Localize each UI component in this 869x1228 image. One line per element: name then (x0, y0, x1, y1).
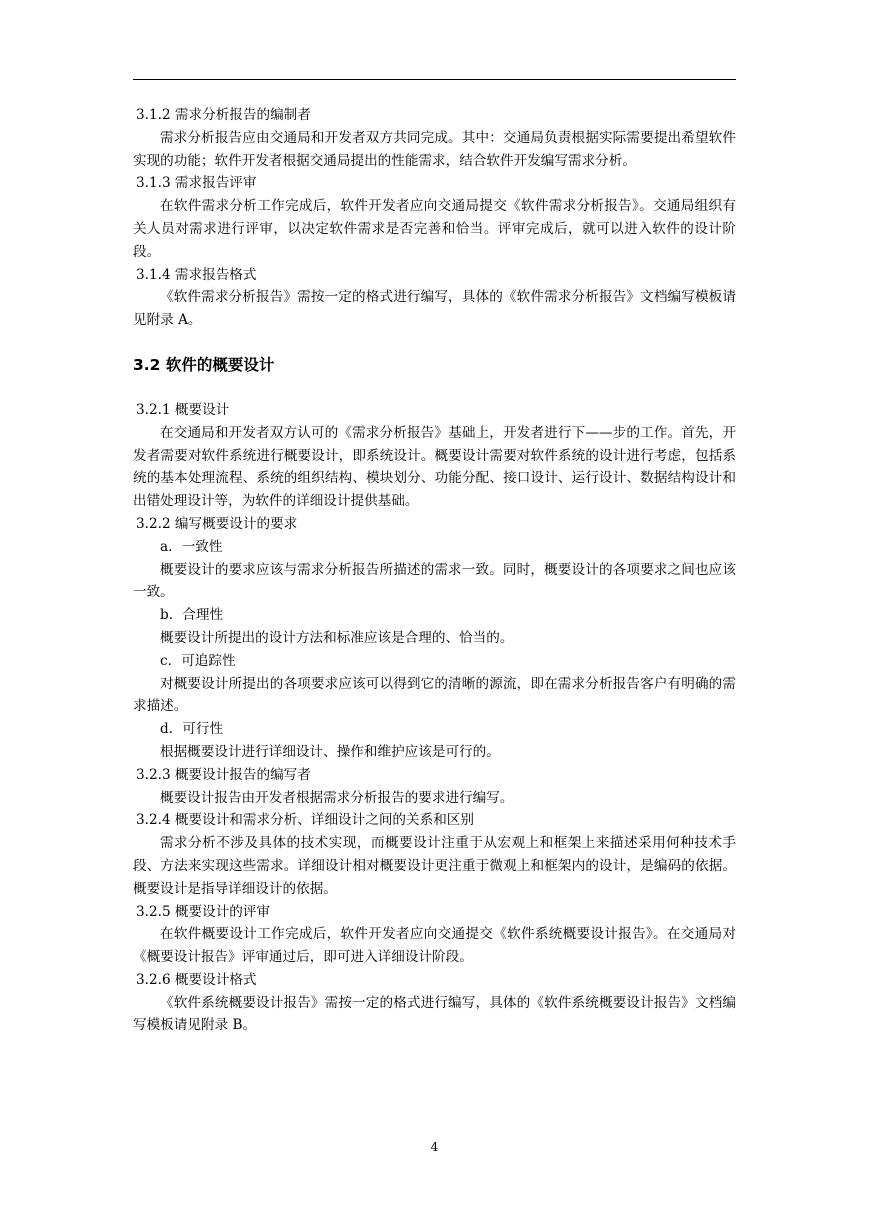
paragraph: 对概要设计所提出的各项要求应该可以得到它的清晰的源流，即在需求分析报告客户有明确的需求描述。 (133, 675, 736, 715)
paragraph: 概要设计所提出的设计方法和标准应该是合理的、恰当的。 (160, 629, 514, 646)
list-item: d．可行性 (160, 721, 224, 738)
subsection-heading: 3.2.4 概要设计和需求分析、详细设计之间的关系和区别 (136, 812, 474, 829)
subsection-heading: 3.2.5 概要设计的评审 (136, 903, 271, 920)
subsection-heading: 3.2.1 概要设计 (136, 401, 230, 418)
subsection-heading: 3.2.6 概要设计格式 (136, 971, 257, 988)
list-item: a．一致性 (160, 538, 223, 555)
subsection-heading: 3.1.3 需求报告评审 (136, 175, 257, 192)
page-number: 4 (430, 1140, 439, 1154)
paragraph: 在交通局和开发者双方认可的《需求分析报告》基础上，开发者进行下——步的工作。首先，开发者需要对软件系统进行概要设计，即系统设计。概要设计需要对软件系统的设计进行考虑，包括系统的基本处理流程、系统的组织结构、模块划分、功能分配、接口设计、运行设计、数据结构设计和出错处理设计等，为软件的详细设计提供基础。 (133, 424, 736, 510)
paragraph: 概要设计的要求应该与需求分析报告所描述的需求一致。同时，概要设计的各项要求之间也应该一致。 (133, 561, 736, 601)
header-rule (133, 79, 736, 80)
list-item: c．可追踪性 (160, 652, 236, 669)
paragraph: 概要设计报告由开发者根据需求分析报告的要求进行编写。 (160, 789, 514, 806)
paragraph: 根据概要设计进行详细设计、操作和维护应该是可行的。 (160, 743, 500, 760)
paragraph: 在软件概要设计工作完成后，软件开发者应向交通提交《软件系统概要设计报告》。在交通局对《概要设计报告》评审通过后，即可进入详细设计阶段。 (133, 926, 736, 966)
section-heading: 3.2 软件的概要设计 (133, 355, 275, 374)
paragraph: 需求分析不涉及具体的技术实现，而概要设计注重于从宏观上和框架上来描述采用何种技术手段、方法来实现这些需求。详细设计相对概要设计更注重于微观上和框架内的设计，是编码的依据。概要设计是指导详细设计的依据。 (133, 835, 736, 897)
subsection-heading: 3.2.2 编写概要设计的要求 (136, 515, 298, 532)
subsection-heading: 3.1.4 需求报告格式 (136, 266, 257, 283)
paragraph: 需求分析报告应由交通局和开发者双方共同完成。其中：交通局负责根据实际需要提出希望软件实现的功能；软件开发者根据交通局提出的性能需求，结合软件开发编写需求分析。 (133, 129, 736, 169)
paragraph: 在软件需求分析工作完成后，软件开发者应向交通局提交《软件需求分析报告》。交通局组织有关人员对需求进行评审，以决定软件需求是否完善和恰当。评审完成后，就可以进入软件的设计阶段。 (133, 198, 736, 260)
paragraph: 《软件系统概要设计报告》需按一定的格式进行编写，具体的《软件系统概要设计报告》文档编写模板请见附录 B。 (133, 994, 736, 1034)
page-content (133, 104, 736, 1037)
subsection-heading: 3.1.2 需求分析报告的编制者 (136, 107, 311, 123)
subsection-heading: 3.2.3 概要设计报告的编写者 (136, 766, 311, 783)
paragraph: 《软件需求分析报告》需按一定的格式进行编写，具体的《软件需求分析报告》文档编写模板请见附录 A。 (133, 289, 736, 329)
list-item: b．合理性 (160, 607, 224, 624)
